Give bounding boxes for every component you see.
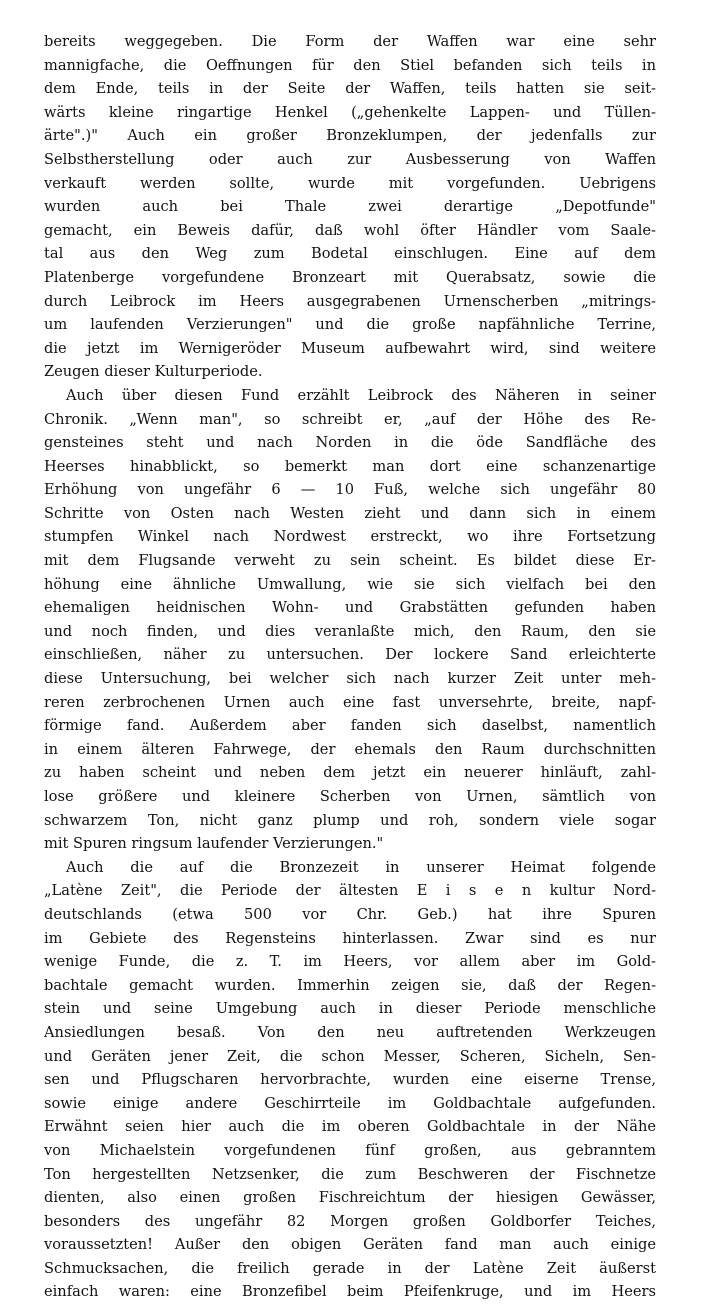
text-line: in einem älteren Fahrwege, der ehemals den Raum durchschnitten <box>44 740 656 758</box>
text-line: „Latène Zeit", die Periode der ältesten E i s e n kultur Nord- <box>44 882 656 900</box>
text-line: Platenberge vorgefundene Bronzeart mit Querabsatz, sowie die <box>44 268 656 286</box>
text-line: mit Spuren ringsum laufender Verzierungen." <box>44 835 384 853</box>
document-page <box>44 30 656 1304</box>
text-line: dem Ende, teils in der Seite der Waffen, teils hatten sie seit- <box>44 80 656 98</box>
text-line: gemacht, ein Beweis dafür, daß wohl öfter Händler vom Saale- <box>44 221 656 239</box>
text-line: tal aus den Weg zum Bodetal einschlugen. Eine auf dem <box>44 245 656 263</box>
text-line: um laufenden Verzierungen" und die große napfähnliche Terrine, <box>44 316 656 334</box>
paragraph-3 <box>44 856 656 1304</box>
text-line: lose größere und kleinere Scherben von Urnen, sämtlich von <box>44 788 656 805</box>
text-line: höhung eine ähnliche Umwallung, wie sie sich vielfach bei den <box>44 575 656 593</box>
text-line: gensteines steht und nach Norden in die öde Sandfläche des <box>44 434 656 452</box>
text-line: Chronik. „Wenn man", so schreibt er, „auf der Höhe des Re- <box>44 410 656 428</box>
text-line: einschließen, näher zu untersuchen. Der lockere Sand erleichterte <box>44 646 656 664</box>
text-line: mannigfache, die Oeffnungen für den Stiel befanden sich teils in <box>44 56 656 74</box>
text-line: sowie einige andere Geschirrteile im Goldbachtale aufgefunden. <box>44 1094 656 1112</box>
text-line: Ansiedlungen besaß. Von den neu auftretenden Werkzeugen <box>44 1023 656 1041</box>
text-line: Selbstherstellung oder auch zur Ausbesserung von Waffen <box>44 150 656 168</box>
text-line: diese Untersuchung, bei welcher sich nach kurzer Zeit unter meh- <box>44 670 656 688</box>
text-line: ärte".)" Auch ein großer Bronzeklumpen, der jedenfalls zur <box>44 127 656 145</box>
text-line: Auch die auf die Bronzezeit in unserer Heimat folgende <box>66 858 656 876</box>
text-line: reren zerbrochenen Urnen auch eine fast unversehrte, breite, napf- <box>44 693 656 711</box>
text-line: Schritte von Osten nach Westen zieht und dann sich in einem <box>44 504 656 522</box>
text-line: verkauft werden sollte, wurde mit vorgefunden. Uebrigens <box>44 174 656 192</box>
text-line: Heerses hinabblickt, so bemerkt man dort eine schanzenartige <box>44 457 656 475</box>
text-line: Erwähnt seien hier auch die im oberen Goldbachtale in der Nähe <box>44 1118 656 1136</box>
text-line: wenige Funde, die z. T. im Heers, vor allem aber im Gold- <box>44 953 656 971</box>
text-line: wurden auch bei Thale zwei derartige „Depotfunde" <box>44 198 656 216</box>
text-line: Ton hergestellten Netzsenker, die zum Beschweren der Fischnetze <box>44 1165 656 1183</box>
text-line: bereits weggegeben. Die Form der Waffen war eine sehr <box>44 33 656 50</box>
text-line: zu haben scheint und neben dem jetzt ein neuerer hinläuft, zahl- <box>44 764 656 782</box>
text-line: mit dem Flugsande verweht zu sein scheint. Es bildet diese Er- <box>44 552 656 570</box>
text-line: ehemaligen heidnischen Wohn- und Grabstätten gefunden haben <box>44 599 656 617</box>
text-line: durch Leibrock im Heers ausgegrabenen Urnenscherben „mitrings- <box>44 292 656 310</box>
text-line: förmige fand. Außerdem aber fanden sich daselbst, namentlich <box>44 717 656 735</box>
text-line: von Michaelstein vorgefundenen fünf großen, aus gebranntem <box>44 1141 656 1159</box>
text-line: stein und seine Umgebung auch in dieser Periode menschliche <box>44 1000 656 1018</box>
text-line: die jetzt im Wernigeröder Museum aufbewahrt wird, sind weitere <box>44 339 656 357</box>
paragraph-2 <box>44 384 656 856</box>
text-line: und Geräten jener Zeit, die schon Messer, Scheren, Sicheln, Sen- <box>44 1047 656 1065</box>
text-line: Erhöhung von ungefähr 6 — 10 Fuß, welche sich ungefähr 80 <box>44 481 656 499</box>
text-line: Auch über diesen Fund erzählt Leibrock des Näheren in seiner <box>66 386 656 404</box>
text-line: Schmucksachen, die freilich gerade in der Latène Zeit äußerst <box>44 1259 656 1277</box>
text-line: stumpfen Winkel nach Nordwest erstreckt, wo ihre Fortsetzung <box>44 528 656 546</box>
text-line: sen und Pflugscharen hervorbrachte, wurden eine eiserne Trense, <box>44 1071 656 1089</box>
text-line: einfach waren: eine Bronzefibel beim Pfeifenkruge, und im Heers <box>44 1283 656 1301</box>
text-line: besonders des ungefähr 82 Morgen großen Goldborfer Teiches, <box>44 1212 656 1230</box>
text-line: deutschlands (etwa 500 vor Chr. Geb.) hat ihre Spuren <box>44 905 656 923</box>
text-line: Zeugen dieser Kulturperiode. <box>44 363 263 381</box>
text-line: schwarzem Ton, nicht ganz plump und roh, sondern viele sogar <box>44 811 656 829</box>
paragraph-1 <box>44 30 656 384</box>
text-line: dienten, also einen großen Fischreichtum der hiesigen Gewässer, <box>44 1189 656 1207</box>
text-line: im Gebiete des Regensteins hinterlassen. Zwar sind es nur <box>44 929 656 947</box>
text-line: voraussetzten! Außer den obigen Geräten fand man auch einige <box>44 1236 656 1254</box>
text-line: und noch finden, und dies veranlaßte mich, den Raum, den sie <box>44 622 656 640</box>
text-line: bachtale gemacht wurden. Immerhin zeigen sie, daß der Regen- <box>44 976 656 994</box>
text-line: wärts kleine ringartige Henkel („gehenkelte Lappen- und Tüllen- <box>44 103 656 121</box>
